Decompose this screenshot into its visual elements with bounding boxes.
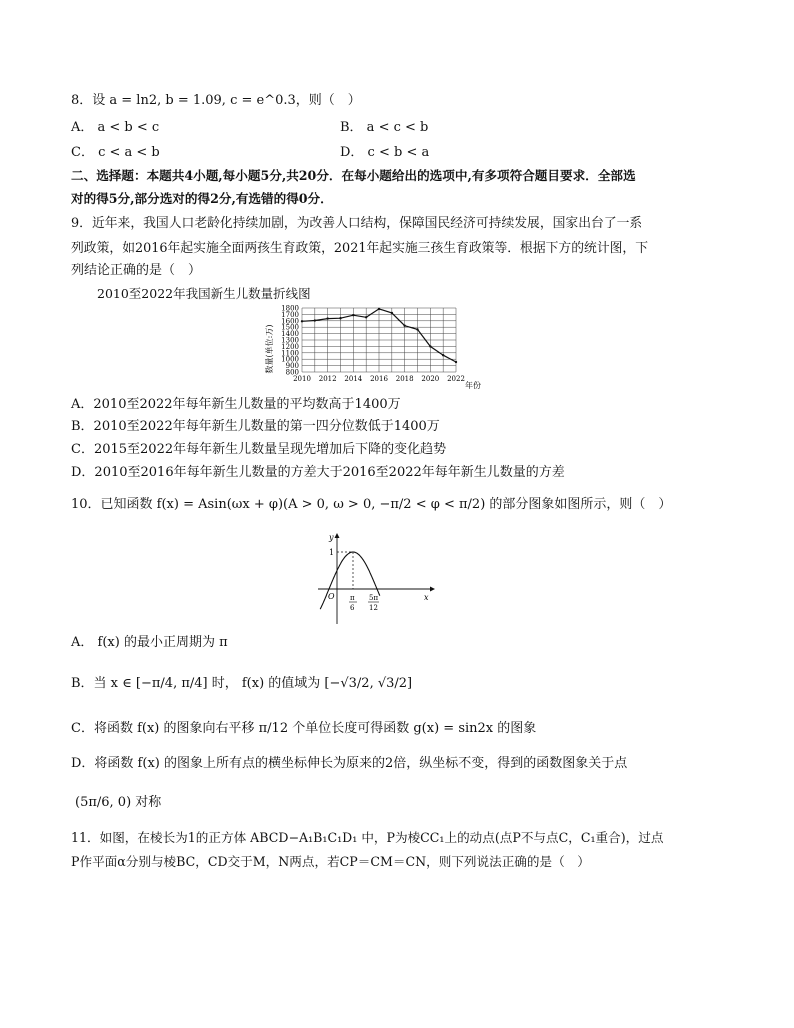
x-tick-label: 2020	[421, 375, 440, 383]
y-tick-label: 1300	[281, 336, 299, 345]
5pi-12-numerator: 5π	[369, 594, 379, 602]
x-axis-arrow	[430, 587, 435, 592]
y-axis-arrow	[335, 533, 340, 538]
q10-option-c: C．将函数 f(x) 的图象向右平移 π/12 个单位长度可得函数 g(x) = sin2x 的图象	[71, 721, 537, 736]
q10-sine-graph	[316, 530, 436, 626]
q11-stem-line1: 11．如图，在棱长为1的正方体 ABCD−A₁B₁C₁D₁ 中，P为棱CC₁上的动点(点P不与点C，C₁重合)，过点	[71, 830, 664, 845]
y-tick-label: 1800	[281, 304, 299, 313]
y-tick-label: 1500	[281, 323, 299, 332]
data-point	[314, 319, 316, 321]
q9-option-a: A．2010至2022年每年新生儿数量的平均数高于1400万	[71, 397, 401, 412]
x-label: x	[424, 593, 429, 602]
q9-option-b: B．2010至2022年每年新生儿数量的第一四分位数低于1400万	[71, 419, 440, 434]
q11-stem-line2: P作平面α分别与棱BC，CD交于M，N两点，若CP＝CM＝CN，则下列说法正确的是（ ）	[71, 854, 590, 869]
x-tick-label: 2016	[370, 375, 388, 383]
y-tick-label: 900	[285, 362, 299, 371]
x-tick-label: 2014	[344, 375, 363, 383]
y-tick-label: 1700	[281, 310, 299, 319]
y-tick-label: 800	[285, 368, 299, 377]
data-point	[455, 361, 457, 363]
x-tick-label: 2022	[447, 375, 465, 383]
q10-stem: 10．已知函数 f(x) = Asin(ωx + φ)(A > 0, ω > 0, −π/2 < φ < π/2) 的部分图象如图所示，则（ ）	[71, 497, 672, 512]
q8-option-c: C． c < a < b	[71, 145, 160, 160]
y-tick-label: 1600	[281, 317, 299, 326]
q8-option-d: D． c < b < a	[340, 145, 430, 160]
data-point	[442, 354, 444, 356]
q8-option-a: A． a < b < c	[71, 120, 160, 135]
data-point	[352, 314, 354, 316]
q10-option-a: A． f(x) 的最小正周期为 π	[71, 635, 228, 650]
q9-stem-line1: 9．近年来，我国人口老龄化持续加剧，为改善人口结构，保障国民经济可持续发展，国家出台了一系	[71, 216, 643, 231]
data-point	[391, 312, 393, 314]
births-line-chart	[262, 302, 492, 394]
data-point	[416, 328, 418, 330]
y-label: y	[329, 533, 334, 542]
q9-stem-line2: 列政策，如2016年起实施全面两孩生育政策，2021年起实施三孩生育政策等．根据下方的统计图，下	[71, 241, 649, 256]
max-value-label: 1	[329, 548, 335, 557]
q9-stem-line3: 列结论正确的是（ ）	[71, 263, 202, 278]
5pi-12-denominator: 12	[369, 604, 378, 612]
data-point	[339, 317, 341, 319]
x-axis-label: 年份	[465, 381, 481, 390]
section-heading-line2: 对的得5分,部分选对的得2分,有选错的得0分．	[71, 191, 333, 206]
data-point	[403, 325, 405, 327]
y-tick-label: 1100	[281, 349, 299, 358]
origin-label: O	[328, 592, 335, 601]
q10-option-d-line1: D．将函数 f(x) 的图象上所有点的横坐标伸长为原来的2倍，纵坐标不变，得到的函数图象关于点	[71, 756, 628, 771]
q9-chart-title: 2010至2022年我国新生儿数量折线图	[97, 286, 311, 301]
section-heading-line1: 二、选择题：本题共4小题,每小题5分,共20分．在每小题给出的选项中,有多项符合题目要求．全部选	[71, 168, 636, 183]
x-tick-label: 2018	[395, 375, 414, 383]
q10-option-d-line2: (5π/6, 0) 对称	[75, 795, 162, 810]
data-point	[378, 308, 380, 310]
y-axis-label: 数量(单位:万)	[265, 324, 274, 374]
data-point	[326, 317, 328, 319]
pi-6-numerator: π	[350, 594, 355, 602]
y-tick-label: 1000	[281, 355, 299, 364]
data-point	[365, 316, 367, 318]
data-point	[301, 320, 303, 322]
data-point	[429, 345, 431, 347]
pi-6-denominator: 6	[350, 604, 355, 612]
x-tick-label: 2012	[318, 375, 337, 383]
y-tick-label: 1400	[281, 330, 299, 339]
x-tick-label: 2010	[293, 375, 311, 383]
y-tick-label: 1200	[281, 342, 299, 351]
q8-option-b: B． a < c < b	[340, 120, 429, 135]
q8-stem: 8．设 a = ln2, b = 1.09, c = e^0.3，则（ ）	[71, 93, 361, 108]
q9-option-c: C．2015至2022年每年新生儿数量呈现先增加后下降的变化趋势	[71, 442, 447, 457]
q10-option-b: B．当 x ∈ [−π/4, π/4] 时， f(x) 的值域为 [−√3/2, √3/2]	[71, 676, 413, 691]
q9-option-d: D．2010至2016年每年新生儿数量的方差大于2016至2022年每年新生儿数量的方差	[71, 465, 565, 480]
